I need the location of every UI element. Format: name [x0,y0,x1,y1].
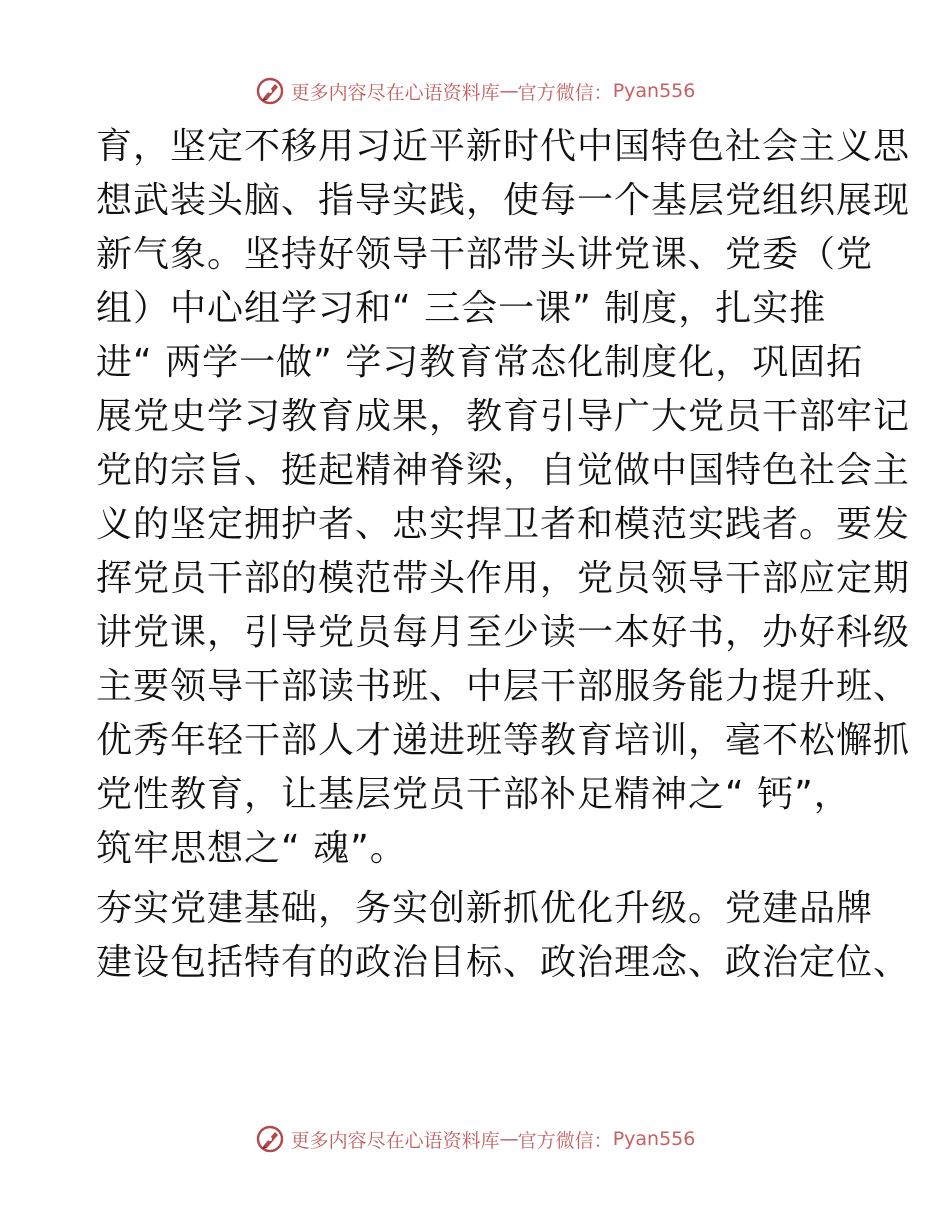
pen-logo-icon [255,76,285,106]
text-line: 新气象。坚持好领导干部带头讲党课、党委（党 [96,234,874,275]
text-line: 主要领导干部读书班、中层干部服务能力提升班、 [96,666,911,707]
banner-wechat-id: Pyan556 [612,1128,696,1150]
text-line: 育，坚定不移用习近平新时代中国特色社会主义思 [96,126,911,167]
paragraph-1 [96,120,911,876]
banner-suffix: 官方微信： [517,1129,613,1152]
banner-prefix: 更多内容尽在心语资料库 [290,1129,500,1152]
text-line: 组）中心组学习和“ 三会一课” 制度，扎实推 [96,288,827,329]
text-line: 进“ 两学一做” 学习教育常态化制度化，巩固拓 [96,342,864,383]
text-line: 建设包括特有的政治目标、政治理念、政治定位、 [96,942,911,983]
text-line: 优秀年轻干部人才递进班等教育培训，毫不松懈抓 [96,720,911,761]
footer-banner [0,1119,950,1159]
header-banner [0,71,950,111]
text-line: 筑牢思想之“ 魂”。 [96,828,407,869]
text-line: 讲党课，引导党员每月至少读一本好书，办好科级 [96,612,911,653]
text-line: 义的坚定拥护者、忠实捍卫者和模范实践者。要发 [96,504,911,545]
document-body [96,120,911,990]
banner-wechat-id: Pyan556 [612,80,696,102]
pen-logo-icon [255,1124,285,1154]
text-line: 党的宗旨、挺起精神脊梁，自觉做中国特色社会主 [96,450,911,491]
text-line: 挥党员干部的模范带头作用，党员领导干部应定期 [96,558,911,599]
text-line: 想武装头脑、指导实践，使每一个基层党组织展现 [96,180,911,221]
paragraph-2 [96,882,911,990]
text-line: 党性教育，让基层党员干部补足精神之“ 钙”， [96,774,851,815]
banner-dash: — [499,80,518,102]
banner-prefix: 更多内容尽在心语资料库 [290,81,500,104]
banner-suffix: 官方微信： [517,81,613,104]
text-line: 夯实党建基础，务实创新抓优化升级。党建品牌 [96,888,874,929]
banner-dash: — [499,1128,518,1150]
text-line: 展党史学习教育成果，教育引导广大党员干部牢记 [96,396,911,437]
